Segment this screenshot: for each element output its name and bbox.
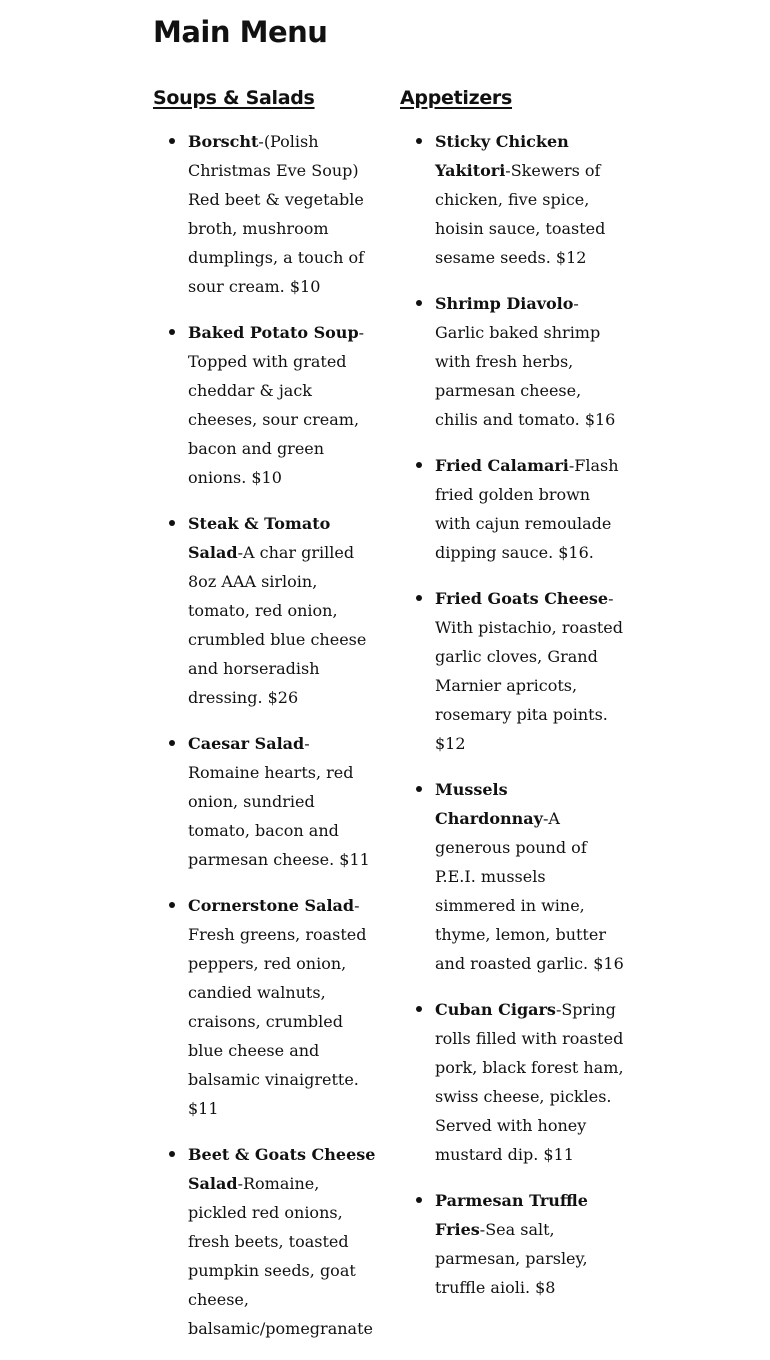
appetizers-list — [400, 127, 625, 1302]
appetizers-column — [400, 84, 625, 1319]
item-separator: - — [354, 896, 360, 915]
soups-salads-list — [153, 127, 378, 1343]
item-description: With pistachio, roasted garlic cloves, Grand Marnier apricots, rosemary pita points. $12 — [435, 618, 623, 753]
item-description: Sea salt, parmesan, parsley, truffle aioli. $8 — [435, 1220, 588, 1297]
item-description: Romaine hearts, red onion, sundried tomato, bacon and parmesan cheese. $11 — [188, 763, 370, 869]
item-separator: - — [258, 132, 264, 151]
item-name: Sticky Chicken Yakitori — [435, 132, 569, 180]
item-separator: - — [568, 456, 575, 475]
item-separator: - — [358, 323, 364, 342]
soups-salads-heading: Soups & Salads — [153, 87, 315, 109]
menu-item-steak-tomato-salad — [188, 509, 378, 712]
menu-item-shrimp-diavolo — [435, 289, 625, 434]
item-description: Spring rolls filled with roasted pork, black forest ham, swiss cheese, pickles. Served with honey mustard dip. $11 — [435, 1000, 624, 1164]
item-separator: - — [237, 1174, 243, 1193]
item-description: (Polish Christmas Eve Soup) Red beet & vegetable broth, mushroom dumplings, a touch of sour cream. $10 — [188, 132, 365, 296]
soups-salads-column — [153, 84, 378, 1360]
item-separator: - — [608, 589, 613, 608]
menu-item-mussels-chardonnay — [435, 775, 625, 978]
item-description: Topped with grated cheddar & jack cheeses, sour cream, bacon and green onions. $10 — [188, 352, 360, 487]
menu-item-fried-goats-cheese — [435, 584, 625, 758]
item-name: Mussels Chardonnay — [435, 780, 543, 828]
menu-item-beet-goats-cheese-salad — [188, 1140, 378, 1343]
menu-item-sticky-chicken-yakitori — [435, 127, 625, 272]
menu-item-cuban-cigars — [435, 995, 625, 1169]
item-name: Fried Goats Cheese — [435, 589, 609, 608]
appetizers-heading: Appetizers — [400, 87, 513, 109]
item-separator: - — [555, 1000, 562, 1019]
item-description: Romaine, pickled red onions, fresh beets, toasted pumpkin seeds, goat cheese, balsamic/pomegranate — [188, 1174, 373, 1338]
menu-item-cornerstone-salad — [188, 891, 378, 1123]
item-description: Flash fried golden brown with cajun remoulade dipping sauce. $16. — [435, 456, 619, 562]
item-separator: - — [304, 734, 310, 753]
menu-item-fried-calamari — [435, 451, 625, 567]
item-separator: - — [505, 161, 511, 180]
menu-item-caesar-salad — [188, 729, 378, 874]
item-description: A char grilled 8oz AAA sirloin, tomato, red onion, crumbled blue cheese and horseradish dressing. $26 — [188, 543, 367, 707]
menu-item-borscht — [188, 127, 378, 301]
item-name: Caesar Salad — [188, 734, 305, 753]
item-name: Steak & Tomato Salad — [188, 514, 331, 562]
item-description: Garlic baked shrimp with fresh herbs, parmesan cheese, chilis and tomato. $16 — [435, 323, 616, 429]
item-name: Parmesan Truffle Fries — [435, 1191, 588, 1239]
menu-item-baked-potato-soup — [188, 318, 378, 492]
item-name: Beet & Goats Cheese Salad — [188, 1145, 376, 1193]
item-name: Borscht — [188, 132, 259, 151]
item-separator: - — [573, 294, 579, 313]
item-description: A generous pound of P.E.I. mussels simmered in wine, thyme, lemon, butter and roasted garlic. $16 — [435, 809, 624, 973]
item-separator: - — [237, 543, 243, 562]
item-name: Fried Calamari — [435, 456, 569, 475]
page-title: Main Menu — [153, 15, 328, 49]
item-name: Baked Potato Soup — [188, 323, 359, 342]
item-name: Cornerstone Salad — [188, 896, 355, 915]
item-description: Fresh greens, roasted peppers, red onion, candied walnuts, craisons, crumbled blue cheese and balsamic vinaigrette. $11 — [188, 925, 367, 1118]
item-name: Shrimp Diavolo — [435, 294, 574, 313]
item-description: Skewers of chicken, five spice, hoisin sauce, toasted sesame seeds. $12 — [435, 161, 606, 267]
item-separator: - — [479, 1220, 486, 1239]
item-name: Cuban Cigars — [435, 1000, 556, 1019]
item-separator: - — [542, 809, 549, 828]
